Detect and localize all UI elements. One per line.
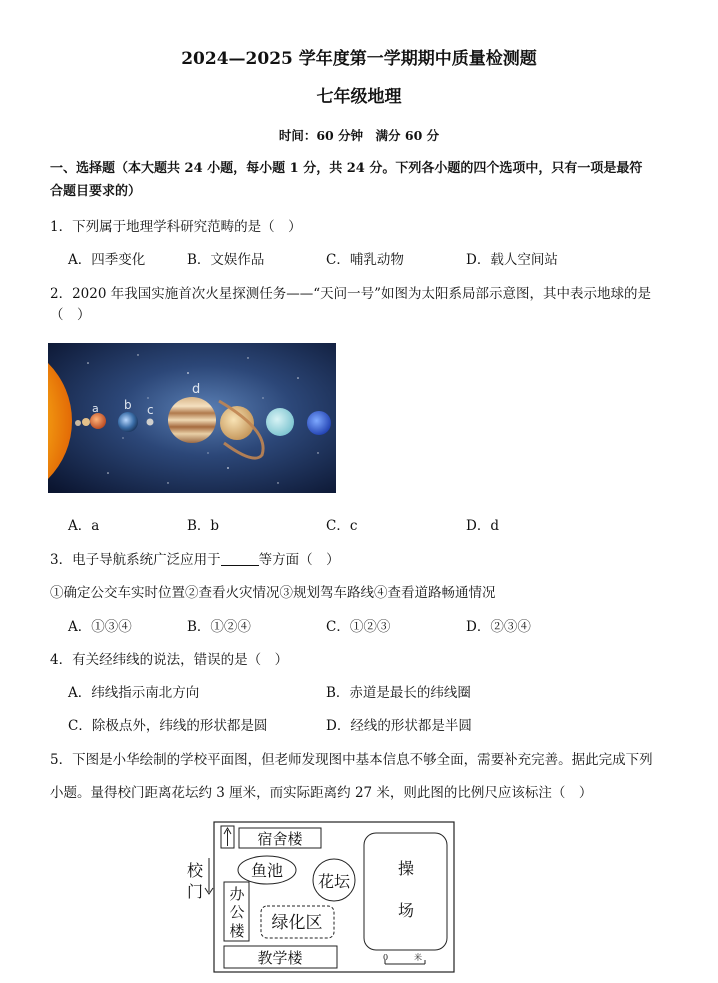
plan-gate-label-1: 校 [187,861,204,880]
q2-stem-line2: （ ） [50,307,91,323]
plan-pond-label: 鱼池 [250,861,284,880]
q1-option-b: B．文娱作品 [187,252,265,268]
q3-stem-after: 等方面（ ） [258,552,340,568]
q3-option-d: D．②③④ [466,619,531,635]
gate-arrow-icon [205,858,213,894]
figure-label-c: c [147,403,154,417]
plan-dorm-label: 宿舍楼 [257,830,303,848]
planet-d-icon [168,397,216,443]
q2-option-b: B．b [187,518,220,534]
q4-option-a: A．纬线指示南北方向 [68,685,200,701]
q2-stem-line1: 2．2020 年我国实施首次火星探测任务——“天问一号”如图为太阳系局部示意图，其中表示地球的是 [50,286,652,302]
figure-label-b: b [124,398,132,412]
plan-flower-label: 花坛 [317,872,351,891]
subject-title: 七年级地理 [316,87,402,107]
plan-office-label-1: 办 [229,885,245,903]
planet-b-icon [118,412,138,432]
figure-label-d: d [192,382,201,397]
q3-blank [221,552,259,566]
q4-option-c: C．除极点外，纬线的形状都是圆 [68,718,268,734]
school-plan-figure [185,820,460,975]
exam-info: 时间：60 分钟 满分 60 分 [278,128,440,143]
plan-field-label-1: 操 [397,859,415,878]
q4-stem: 4．有关经纬线的说法，错误的是（ ） [50,652,289,668]
q1-option-d: D．载人空间站 [466,252,558,268]
plan-office-label-3: 楼 [229,922,245,940]
solar-system-figure [48,343,336,493]
figure-label-a: a [92,402,99,415]
planet-c-icon [147,419,154,426]
q1-stem: 1．下列属于地理学科研究范畴的是（ ） [50,219,302,235]
north-arrow-icon [224,828,231,846]
section-heading-line1: 一、选择题（本大题共 24 小题，每小题 1 分，共 24 分。下列各小题的四个选项中，只有一项是最符 [50,161,643,176]
q4-option-d: D．经线的形状都是半圆 [326,718,472,734]
plan-gate-label-2: 门 [187,882,204,901]
q3-option-a: A．①③④ [68,619,132,635]
q3-option-b: B．①②④ [187,619,251,635]
q2-option-d: D．d [466,518,499,534]
q1-option-a: A．四季变化 [68,252,146,268]
q3-stem [50,551,340,569]
q5-stem-line2: 小题。量得校门距离花坛约 3 厘米，而实际距离约 27 米，则此图的比例尺应该标注（ ） [50,785,593,801]
section-heading-line2: 合题目要求的） [50,184,142,199]
exam-title: 2024—2025 学年度第一学期期中质量检测题 [181,49,537,69]
q5-stem-line1: 5．下图是小华绘制的学校平面图，但老师发现图中基本信息不够全面，需要补充完善。据此完成下列 [50,752,653,768]
plan-green-label: 绿化区 [271,913,323,933]
plan-scale-zero: 0 [383,953,389,962]
q3-stem-before: 3．电子导航系统广泛应用于 [50,552,221,568]
plan-office-label-2: 公 [229,903,245,921]
q3-items: ①确定公交车实时位置②查看火灾情况③规划驾车路线④查看道路畅通情况 [50,585,496,601]
q3-option-c: C．①②③ [326,619,391,635]
q2-option-c: C．c [326,518,358,534]
planet-a-icon [90,413,106,429]
q4-option-b: B．赤道是最长的纬线圈 [326,685,471,701]
q1-option-c: C．哺乳动物 [326,252,404,268]
q2-option-a: A．a [68,518,100,534]
plan-scale-unit: 米 [414,953,422,962]
plan-field-label-2: 场 [397,901,415,920]
plan-teach-label: 教学楼 [257,949,303,967]
